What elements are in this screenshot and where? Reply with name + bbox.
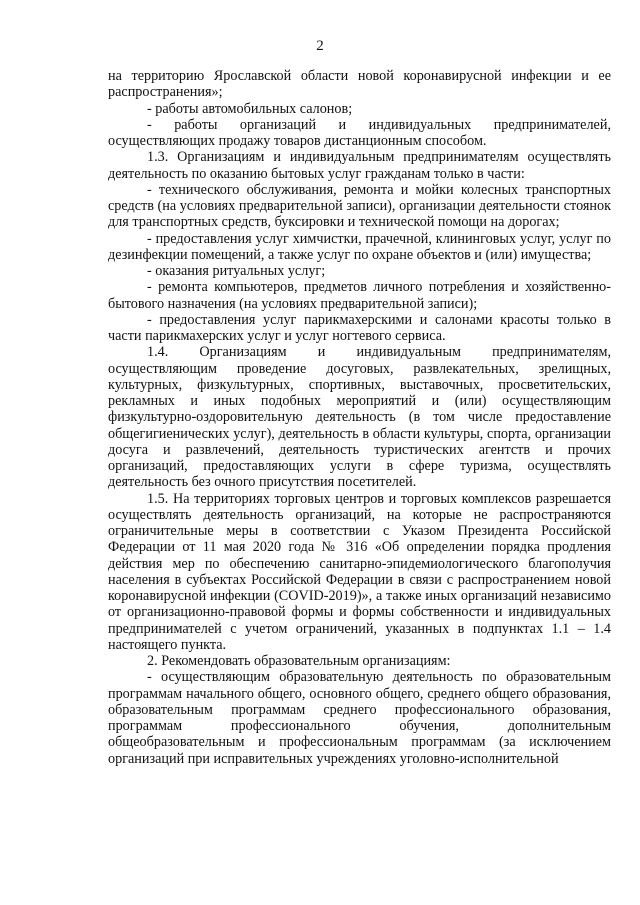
paragraph: - работы автомобильных салонов; xyxy=(147,100,353,117)
paragraph: на территорию Ярославской области новой коронавирусной инфекции и ее распространения»; xyxy=(108,68,611,101)
paragraph: - работы организаций и индивидуальных предпринимателей, осуществляющих продажу товаров дистанционным способом. xyxy=(108,116,611,149)
paragraph: - предоставления услуг химчистки, прачечной, клининговых услуг, услуг по дезинфекции помещений, а также услуг по охране объектов и (или) имущества; xyxy=(108,230,611,263)
page-number: 2 xyxy=(316,38,324,54)
paragraph: - оказания ритуальных услуг; xyxy=(147,263,326,279)
paragraph: 2. Рекомендовать образовательным организациям: xyxy=(147,653,451,669)
paragraph: - технического обслуживания, ремонта и мойки колесных транспортных средств (на условиях предварительной записи), организации деятельности стоянок для транспортных средств, буксировки и технической помощи на дорогах; xyxy=(108,181,611,231)
paragraph: - предоставления услуг парикмахерскими и салонами красоты только в части парикмахерских услуг и услуг ногтевого сервиса. xyxy=(108,311,611,344)
paragraph: - осуществляющим образовательную деятельность по образовательным программам начального общего, основного общего, среднего общего образования, образовательным программам среднего профессионального образования, программам профессионального обучения, дополнительным общеобразовательным и профессиональным программам (за исключением организаций при исправительных учреждениях уголовно-исполнительной xyxy=(108,669,611,767)
paragraph: - ремонта компьютеров, предметов личного потребления и хозяйственно-бытового назначения (на условиях предварительной записи); xyxy=(108,279,611,312)
paragraph: 1.3. Организациям и индивидуальным предпринимателям осуществлять деятельность по оказанию бытовых услуг гражданам только в части: xyxy=(108,149,611,182)
paragraph: 1.4. Организациям и индивидуальным предпринимателям, осуществляющим проведение досуговых, развлекательных, зрелищных, культурных, физкультурных, спортивных, выставочных, просветительских, рекламных и иных подобных мероприятий и (или) осуществляющим физкультурно-оздоровительную деятельность (в том числе предоставление общегигиенических услуг), деятельность в области культуры, спорта, организации досуга и развлечений, деятельность туристических агентств и прочих организаций, предоставляющих услуги в сфере туризма, осуществлять деятельность без очного присутствия посетителей. xyxy=(108,344,611,491)
paragraph: 1.5. На территориях торговых центров и торговых комплексов разрешается осуществлять деятельность организаций, на которые не распространяются ограничительные меры в соответствии с Указом Президента Российской Федерации от 11 мая 2020 года № 316 «Об определении порядка продления действия мер по обеспечению санитарно-эпидемиологического благополучия населения в субъектах Российской Федерации в связи с распространением новой коронавирусной инфекции (COVID-2019)», а также иных организаций независимо от организационно-правовой формы и формы собственности и индивидуальных предпринимателей с учетом ограничений, указанных в подпунктах 1.1 – 1.4 настоящего пункта. xyxy=(108,490,611,653)
document-body xyxy=(108,68,611,767)
